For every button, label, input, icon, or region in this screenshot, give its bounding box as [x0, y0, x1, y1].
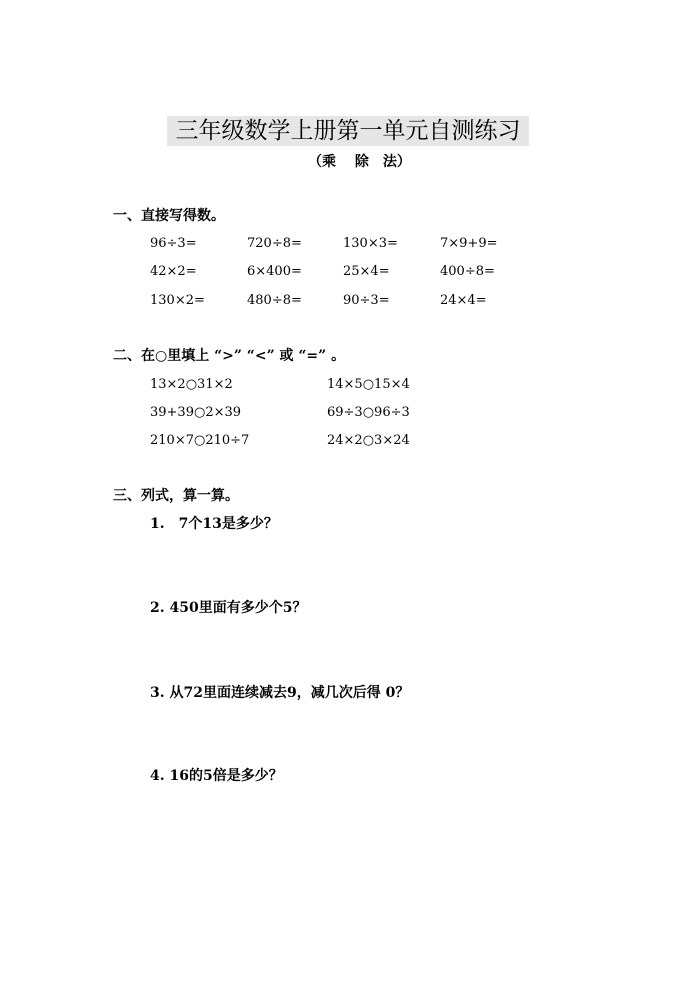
- section3-heading: 三、列式，算一算。: [113, 488, 239, 504]
- calc-item: 90÷3=: [343, 293, 390, 308]
- calc-item: 130×2=: [150, 293, 205, 308]
- page-title: 三年级数学上册第一单元自测练习: [167, 116, 529, 146]
- compare-item: 39+39○2×39: [150, 405, 242, 420]
- compare-item: 69÷3○96÷3: [327, 405, 410, 420]
- calc-item: 25×4=: [343, 264, 390, 279]
- compare-item: 14×5○15×4: [327, 377, 410, 392]
- compare-item: 13×2○31×2: [150, 377, 233, 392]
- section1-heading: 一、直接写得数。: [113, 208, 225, 224]
- compare-item: 210×7○210÷7: [150, 433, 250, 448]
- calc-item: 130×3=: [343, 236, 398, 251]
- section2-heading: 二、在○里填上 “>” “<” 或 “=” 。: [113, 348, 346, 364]
- word-problem: 1. 7个13是多少？: [150, 516, 278, 532]
- page-subtitle: （乘 除 法）: [308, 154, 411, 170]
- calc-item: 480÷8=: [247, 293, 302, 308]
- compare-item: 24×2○3×24: [327, 433, 410, 448]
- word-problem: 4. 16的5倍是多少？: [150, 768, 283, 784]
- calc-item: 400÷8=: [440, 264, 495, 279]
- word-problem: 3. 从72里面连续减去9，减几次后得 0？: [150, 685, 410, 701]
- calc-item: 42×2=: [150, 264, 197, 279]
- calc-item: 96÷3=: [150, 236, 197, 251]
- calc-item: 6×400=: [247, 264, 302, 279]
- calc-item: 24×4=: [440, 293, 487, 308]
- calc-item: 7×9+9=: [440, 236, 498, 251]
- calc-item: 720÷8=: [247, 236, 302, 251]
- word-problem: 2. 450里面有多少个5？: [150, 600, 307, 616]
